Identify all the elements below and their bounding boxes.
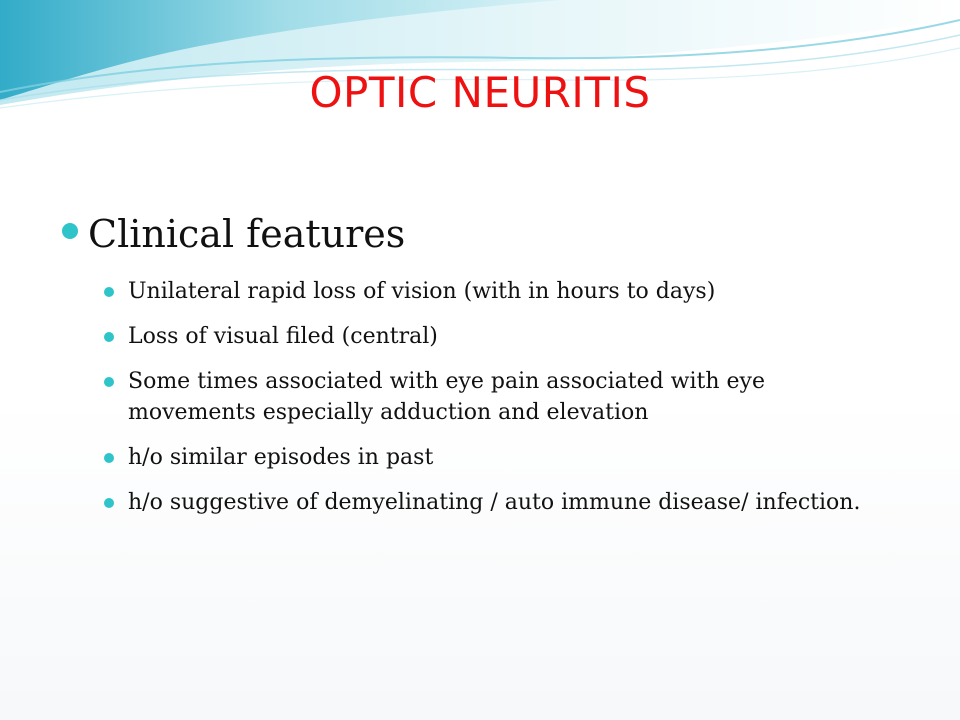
main-bullet — [62, 214, 922, 256]
sub-bullet-text: Some times associated with eye pain associated with eye movements especially adduction and elevation — [128, 368, 766, 425]
sub-bullet-item — [104, 321, 922, 352]
sub-bullet-list — [62, 276, 922, 518]
bullet-dot-icon — [104, 453, 114, 463]
sub-bullet-text: h/o suggestive of demyelinating / auto immune disease/ infection. — [128, 489, 861, 515]
sub-bullet-item — [104, 442, 922, 473]
bullet-dot-icon — [104, 287, 114, 297]
sub-bullet-text: h/o similar episodes in past — [128, 444, 434, 470]
slide-title: OPTIC NEURITIS — [309, 68, 651, 117]
bullet-dot-icon — [62, 223, 78, 239]
sub-bullet-text: Unilateral rapid loss of vision (with in hours to days) — [128, 278, 716, 304]
bullet-dot-icon — [104, 332, 114, 342]
bullet-dot-icon — [104, 377, 114, 387]
sub-bullet-text: Loss of visual filed (central) — [128, 323, 438, 349]
main-bullet-text: Clinical features — [88, 212, 406, 256]
sub-bullet-item — [104, 487, 922, 518]
sub-bullet-item — [104, 276, 922, 307]
slide-content — [62, 214, 922, 532]
bullet-dot-icon — [104, 498, 114, 508]
sub-bullet-item — [104, 366, 922, 428]
